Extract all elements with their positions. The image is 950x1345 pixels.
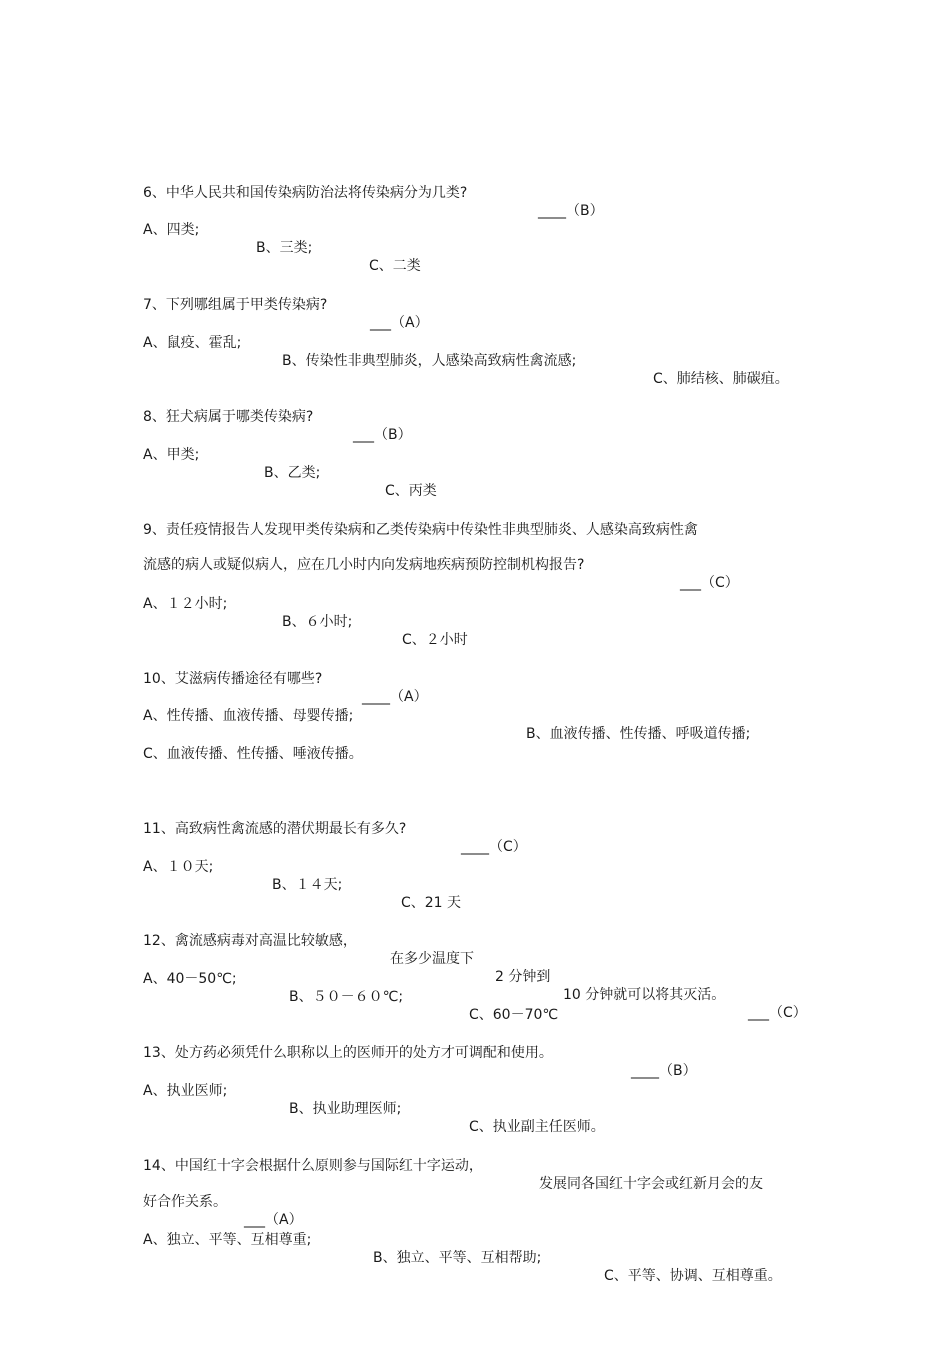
- question-text: 10 分钟就可以将其灭活。: [563, 987, 726, 1003]
- option-a: A、甲类;: [143, 447, 200, 463]
- option-b: B、１４天;: [272, 877, 343, 893]
- option-b: B、独立、平等、互相帮助;: [373, 1250, 542, 1266]
- options-9: [143, 577, 468, 649]
- option-b: B、三类;: [256, 240, 313, 256]
- option-c: C、60－70℃: [469, 1007, 559, 1023]
- answer-blank: ____（B）: [538, 203, 604, 219]
- option-c: C、二类: [369, 258, 421, 274]
- option-b: B、传染性非典型肺炎，人感染高致病性禽流感;: [282, 353, 577, 369]
- question-text: 12、禽流感病毒对高温比较敏感，: [143, 933, 357, 949]
- option-b: B、乙类;: [264, 465, 321, 481]
- option-c: C、21 天: [401, 895, 462, 911]
- option-a: A、40－50℃;: [143, 971, 237, 987]
- option-a: A、鼠疫、霍乱;: [143, 335, 242, 351]
- question-text: 11、高致病性禽流感的潜伏期最长有多久?: [143, 821, 407, 837]
- option-c: C、血液传播、性传播、唾液传播。: [143, 746, 363, 762]
- option-b: B、６小时;: [282, 614, 353, 630]
- options-13: [143, 1064, 605, 1136]
- answer-blank: ____（C）: [461, 839, 527, 855]
- option-b: B、５０－６０℃;: [289, 989, 404, 1005]
- option-c: C、肺结核、肺碳疽。: [653, 371, 789, 387]
- option-a: A、１２小时;: [143, 596, 228, 612]
- option-b: B、执业助理医师;: [289, 1101, 402, 1117]
- question-text: 好合作关系。: [143, 1194, 227, 1210]
- answer-blank: ____（A）: [362, 689, 428, 705]
- question-text: 在多少温度下: [390, 951, 474, 967]
- question-text: 13、处方药必须凭什么职称以上的医师开的处方才可调配和使用。: [143, 1045, 553, 1061]
- options-10-c: [143, 727, 363, 763]
- options-14: [143, 1213, 782, 1285]
- question-text: 9、责任疫情报告人发现甲类传染病和乙类传染病中传染性非典型肺炎、人感染高致病性禽: [143, 522, 698, 538]
- answer-blank: ___（A）: [370, 315, 429, 331]
- option-b: B、血液传播、性传播、呼吸道传播;: [526, 726, 751, 742]
- options-6: [143, 203, 421, 275]
- option-a: A、性传播、血液传播、母婴传播;: [143, 708, 354, 724]
- answer-blank: ____（B）: [631, 1063, 697, 1079]
- question-text: 发展同各国红十字会或红新月会的友: [539, 1176, 763, 1192]
- option-a: A、独立、平等、互相尊重;: [143, 1232, 312, 1248]
- answer-blank: ___（C）: [680, 575, 739, 591]
- question-text: 2 分钟到: [495, 969, 551, 985]
- option-c: C、丙类: [385, 483, 437, 499]
- question-text: 7、下列哪组属于甲类传染病?: [143, 297, 328, 313]
- question-text: 8、狂犬病属于哪类传染病?: [143, 409, 314, 425]
- options-8: [143, 428, 437, 500]
- option-a: A、四类;: [143, 222, 200, 238]
- option-a: A、执业医师;: [143, 1083, 228, 1099]
- answer-blank: ___（C）: [748, 1005, 807, 1021]
- option-a: A、１０天;: [143, 859, 214, 875]
- question-text: 14、中国红十字会根据什么原则参与国际红十字运动，: [143, 1158, 483, 1174]
- question-9-line1: [143, 503, 698, 539]
- question-text: 6、中华人民共和国传染病防治法将传染病分为几类?: [143, 185, 468, 201]
- options-11: [143, 840, 462, 912]
- option-c: C、２小时: [402, 632, 468, 648]
- option-c: C、执业副主任医师。: [469, 1119, 605, 1135]
- options-7: [143, 316, 789, 388]
- option-c: C、平等、协调、互相尊重。: [604, 1268, 782, 1284]
- answer-blank: ___（B）: [353, 427, 412, 443]
- question-text: 10、艾滋病传播途径有哪些?: [143, 671, 323, 687]
- question-text: 流感的病人或疑似病人，应在几小时内向发病地疾病预防控制机构报告?: [143, 557, 585, 573]
- answer-blank: ___（A）: [244, 1212, 303, 1228]
